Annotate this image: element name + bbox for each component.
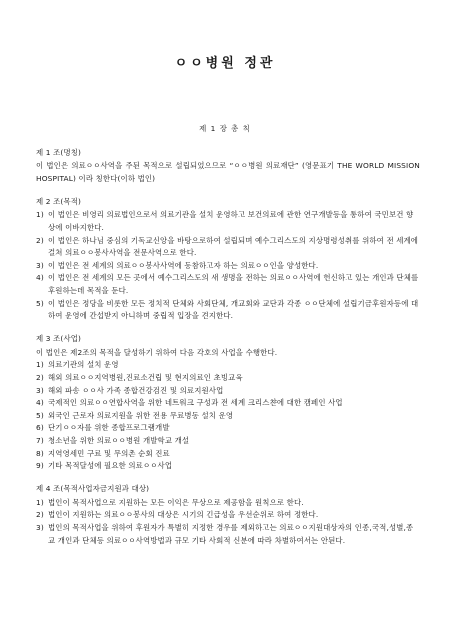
list-item bbox=[36, 422, 420, 435]
item-text: 국제적인 의료ㅇㅇ연합사역을 위한 네트워크 구성과 전 세계 크리스챤에 대한 캠페인 사업 bbox=[48, 398, 343, 408]
item-number: 3) bbox=[36, 523, 44, 533]
document-title: ㅇㅇ병원 정관 bbox=[174, 56, 276, 71]
list-item bbox=[36, 372, 420, 385]
article-1 bbox=[36, 147, 420, 186]
list-item bbox=[36, 385, 420, 398]
item-number: 7) bbox=[36, 435, 44, 445]
item-text: 법인이 목적사업으로 지원하는 모든 이익은 무상으로 제공함을 원칙으로 한다. bbox=[48, 497, 304, 507]
item-number: 4) bbox=[36, 273, 44, 283]
article-4 bbox=[36, 483, 420, 547]
list-item bbox=[36, 209, 420, 234]
item-text: 외국인 근로자 의료지원을 위한 전용 무료병동 설치 운영 bbox=[48, 410, 234, 420]
item-number: 3) bbox=[36, 260, 44, 270]
item-text: 이 법인은 정당을 비롯한 모든 정치적 단체와 사회단체, 개교회와 교단과 각종 ㅇㅇ단체에 설립기금후원자등에 대하여 운영에 간섭받지 아니하며 중립적 입장을 견지한다. bbox=[48, 298, 419, 321]
item-number: 4) bbox=[36, 398, 44, 408]
list-item bbox=[36, 260, 420, 273]
item-text: 법인이 지원하는 의료ㅇㅇ봉사의 대상은 시기의 긴급성을 우선순위로 하여 정한다. bbox=[48, 510, 319, 520]
item-text: 해외 파송 ㅇㅇ사 가족 종합건강검진 및 의료지원사업 bbox=[48, 385, 224, 395]
item-text: 법인의 목적사업을 위하여 후원자가 특별히 지정한 경우를 제외하고는 의료ㅇㅇ지원대상자의 인종,국적,성별,종교 개인과 단체등 의료ㅇㅇ사역방법과 규모 기타 사회적 신분에 따라 차별하여서는 안된다. bbox=[48, 523, 414, 545]
item-text: 청소년을 위한 의료ㅇㅇ병원 개발학교 개설 bbox=[48, 435, 190, 445]
list-item bbox=[36, 359, 420, 372]
item-text: 이 법인은 전 세계의 모든 곳에서 예수그리스도의 새 생명을 전하는 의료ㅇㅇ사역에 헌신하고 있는 개인과 단체를 후원하는데 목적을 둔다. bbox=[48, 273, 419, 295]
list-item bbox=[36, 397, 420, 410]
article-3 bbox=[36, 333, 420, 473]
list-item bbox=[36, 410, 420, 423]
list-item bbox=[36, 509, 420, 522]
chapter-heading: 제 1 장 총 칙 bbox=[199, 124, 251, 133]
item-text: 의료기관의 설치 운영 bbox=[48, 360, 119, 370]
article-title: 제 3 조(사업) bbox=[36, 334, 82, 344]
item-number: 5) bbox=[36, 298, 44, 308]
list-item bbox=[36, 272, 420, 297]
list-item bbox=[36, 298, 420, 323]
article-2 bbox=[36, 196, 420, 323]
item-number: 1) bbox=[36, 210, 44, 220]
item-text: 해외 의료ㅇㅇ지역병원,진료소건립 및 현지의료인 초빙교육 bbox=[48, 373, 243, 382]
item-number: 5) bbox=[36, 410, 44, 420]
article-paragraph: 이 법인은 의료ㅇㅇ사역을 주된 목적으로 설립되었으므로 “ㅇㅇ병원 의료재단” (영문표기 THE WORLD MISSION HOSPITAL) 이라 칭한다(이하 법인) bbox=[36, 161, 420, 183]
item-number: 6) bbox=[36, 423, 44, 433]
list-item bbox=[36, 497, 420, 510]
article-intro: 이 법인은 제2조의 목적을 달성하기 위하여 다음 각호의 사업을 수행한다. bbox=[36, 347, 278, 357]
item-number: 9) bbox=[36, 461, 44, 471]
document-body bbox=[36, 136, 420, 547]
list-item bbox=[36, 448, 420, 461]
list-item bbox=[36, 460, 420, 473]
list-item bbox=[36, 435, 420, 448]
item-text: 단기ㅇㅇ자를 위한 종합프로그램개발 bbox=[48, 423, 170, 433]
article-title: 제 1 조(명칭) bbox=[36, 147, 82, 157]
item-text: 이 법인은 하나님 중심의 기독교신앙을 바탕으로하여 설립되며 예수그리스도의 지상명령성취를 위하여 전 세계에 걸쳐 의료ㅇㅇ봉사사역을 전문사역으로 한다. bbox=[48, 235, 419, 258]
item-number: 2) bbox=[36, 510, 44, 520]
item-text: 이 법인은 전 세계의 의료ㅇㅇ봉사사역에 동참하고자 하는 의료ㅇㅇ인을 양성한다. bbox=[48, 260, 319, 270]
item-number: 2) bbox=[36, 373, 44, 382]
item-number: 2) bbox=[36, 235, 44, 245]
item-number: 1) bbox=[36, 497, 44, 507]
item-number: 8) bbox=[36, 448, 44, 458]
article-title: 제 2 조(목적) bbox=[36, 196, 82, 206]
list-item bbox=[36, 522, 420, 547]
item-text: 이 법인은 비영리 의료법인으로서 의료기관을 설치 운영하고 보건의료에 관한 연구개발등을 통하여 국민보건 향상에 이바지한다. bbox=[48, 210, 414, 232]
item-number: 1) bbox=[36, 360, 44, 370]
list-item bbox=[36, 235, 420, 260]
item-text: 기타 목적달성에 필요한 의료ㅇㅇ사업 bbox=[48, 461, 173, 471]
item-number: 3) bbox=[36, 385, 44, 395]
item-text: 지역영세민 구료 및 무의촌 순회 진료 bbox=[48, 448, 170, 458]
article-title: 제 4 조(목적사업자금지원과 대상) bbox=[36, 484, 150, 494]
